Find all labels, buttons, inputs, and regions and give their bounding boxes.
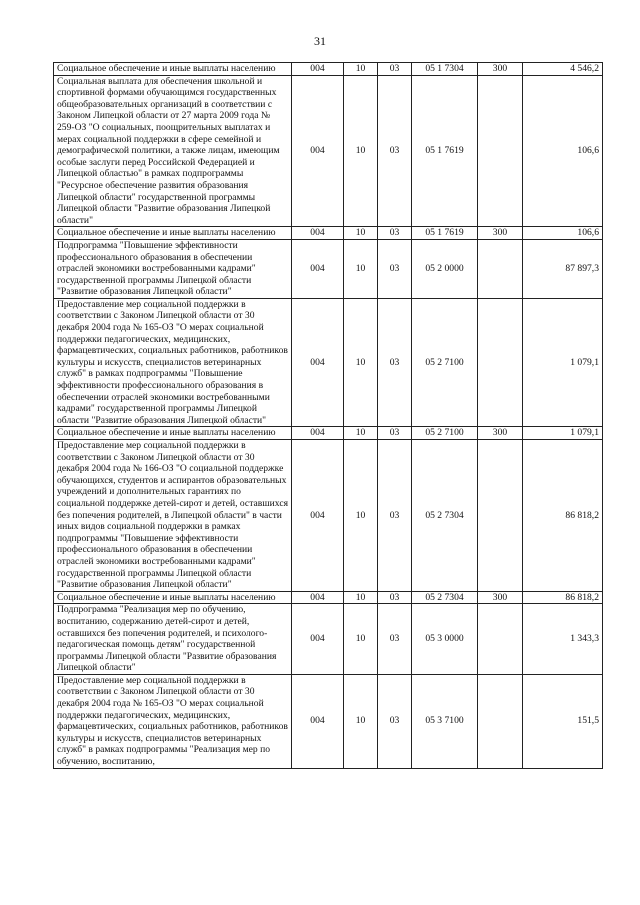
row-rz: 10 — [344, 75, 378, 227]
page-number: 31 — [314, 34, 326, 48]
row-vr: 300 — [478, 591, 523, 604]
row-csr: 05 2 0000 — [412, 239, 478, 298]
row-rz: 10 — [344, 440, 378, 592]
row-csr: 05 2 7304 — [412, 591, 478, 604]
row-ved: 004 — [292, 440, 344, 592]
row-vr — [478, 674, 523, 768]
table-row — [54, 674, 603, 768]
row-pr: 03 — [378, 591, 412, 604]
row-sum: 87 897,3 — [523, 239, 603, 298]
row-ved: 004 — [292, 674, 344, 768]
table-row — [54, 440, 603, 592]
row-pr: 03 — [378, 75, 412, 227]
row-sum: 86 818,2 — [523, 440, 603, 592]
row-vr — [478, 604, 523, 675]
table-row — [54, 63, 603, 76]
table-row — [54, 75, 603, 227]
row-vr: 300 — [478, 63, 523, 76]
row-vr — [478, 75, 523, 227]
row-vr: 300 — [478, 427, 523, 440]
row-vr — [478, 298, 523, 427]
row-name: Предоставление мер социальной поддержки в соответствии с Законом Липецкой области от 30 декабря 2004 года № 165-ОЗ "О мерах социальной поддержки педагогических, медицинских, фармацевтических, социальных работников, работников культуры и искусств, специалистов ветеринарных служб" в рамках подпрограммы "Реализация мер по обучению, воспитанию, — [54, 674, 292, 768]
row-pr: 03 — [378, 427, 412, 440]
row-sum: 106,6 — [523, 227, 603, 240]
row-sum: 1 079,1 — [523, 298, 603, 427]
row-pr: 03 — [378, 298, 412, 427]
row-name: Подпрограмма "Повышение эффективности профессионального образования в обеспечении отраслей экономики востребованными кадрами" государственной программы Липецкой области "Развитие образования Липецкой области" — [54, 239, 292, 298]
row-csr: 05 2 7100 — [412, 427, 478, 440]
row-sum: 86 818,2 — [523, 591, 603, 604]
row-rz: 10 — [344, 591, 378, 604]
row-sum: 151,5 — [523, 674, 603, 768]
row-rz: 10 — [344, 427, 378, 440]
row-vr: 300 — [478, 227, 523, 240]
table-row — [54, 239, 603, 298]
row-rz: 10 — [344, 63, 378, 76]
budget-table — [53, 62, 603, 769]
row-ved: 004 — [292, 604, 344, 675]
row-csr: 05 1 7619 — [412, 227, 478, 240]
table-row — [54, 298, 603, 427]
row-csr: 05 2 7304 — [412, 440, 478, 592]
row-csr: 05 1 7619 — [412, 75, 478, 227]
row-rz: 10 — [344, 239, 378, 298]
table-row — [54, 427, 603, 440]
row-pr: 03 — [378, 239, 412, 298]
table-row — [54, 604, 603, 675]
row-ved: 004 — [292, 63, 344, 76]
row-name: Предоставление мер социальной поддержки в соответствии с Законом Липецкой области от 30 декабря 2004 года № 165-ОЗ "О мерах социальной поддержки педагогических, медицинских, фармацевтических, социальных работников, работников культуры и искусств, специалистов ветеринарных служб" в рамках подпрограммы "Повышение эффективности профессионального образования в обеспечении отраслей экономики востребованными кадрами" государственной программы Липецкой области "Развитие образования Липецкой области" — [54, 298, 292, 427]
row-rz: 10 — [344, 674, 378, 768]
row-rz: 10 — [344, 227, 378, 240]
row-vr — [478, 239, 523, 298]
row-csr: 05 2 7100 — [412, 298, 478, 427]
row-ved: 004 — [292, 427, 344, 440]
row-rz: 10 — [344, 298, 378, 427]
row-ved: 004 — [292, 298, 344, 427]
row-name: Социальное обеспечение и иные выплаты населению — [54, 591, 292, 604]
row-ved: 004 — [292, 75, 344, 227]
row-pr: 03 — [378, 674, 412, 768]
row-csr: 05 1 7304 — [412, 63, 478, 76]
row-name: Социальная выплата для обеспечения школьной и спортивной формами обучающимся государственных общеобразовательных организаций в соответствии с Законом Липецкой области от 27 марта 2009 года № 259-ОЗ "О социальных, поощрительных выплатах и мерах социальной поддержки в сфере семейной и демографической политики, а также лицам, имеющим особые заслуги перед Российской Федерацией и Липецкой областью" в рамках подпрограммы "Ресурсное обеспечение развития образования Липецкой области" государственной программы Липецкой области "Развитие образования Липецкой области" — [54, 75, 292, 227]
row-csr: 05 3 0000 — [412, 604, 478, 675]
row-sum: 1 343,3 — [523, 604, 603, 675]
row-name: Социальное обеспечение и иные выплаты населению — [54, 427, 292, 440]
row-name: Подпрограмма "Реализация мер по обучению, воспитанию, содержанию детей-сирот и детей, оставшихся без попечения родителей, и психолого-педагогическая помощь детям" государственной программы Липецкой области "Развитие образования Липецкой области" — [54, 604, 292, 675]
row-pr: 03 — [378, 604, 412, 675]
table-row — [54, 591, 603, 604]
row-csr: 05 3 7100 — [412, 674, 478, 768]
row-pr: 03 — [378, 63, 412, 76]
row-name: Предоставление мер социальной поддержки в соответствии с Законом Липецкой области от 30 декабря 2004 года № 166-ОЗ "О социальной поддержке обучающихся, студентов и аспирантов образовательных учреждений и дополнительных гарантиях по социальной поддержке детей-сирот и детей, оставшихся без попечения родителей, в Липецкой области" в части иных видов социальной поддержки в рамках подпрограммы "Повышение эффективности профессионального образования в обеспечении отраслей экономики востребованными кадрами" государственной программы Липецкой области "Развитие образования Липецкой области" — [54, 440, 292, 592]
row-sum: 1 079,1 — [523, 427, 603, 440]
row-vr — [478, 440, 523, 592]
row-pr: 03 — [378, 440, 412, 592]
table-row — [54, 227, 603, 240]
row-name: Социальное обеспечение и иные выплаты населению — [54, 227, 292, 240]
row-ved: 004 — [292, 239, 344, 298]
row-pr: 03 — [378, 227, 412, 240]
row-sum: 4 546,2 — [523, 63, 603, 76]
row-name: Социальное обеспечение и иные выплаты населению — [54, 63, 292, 76]
row-rz: 10 — [344, 604, 378, 675]
row-ved: 004 — [292, 591, 344, 604]
row-sum: 106,6 — [523, 75, 603, 227]
row-ved: 004 — [292, 227, 344, 240]
